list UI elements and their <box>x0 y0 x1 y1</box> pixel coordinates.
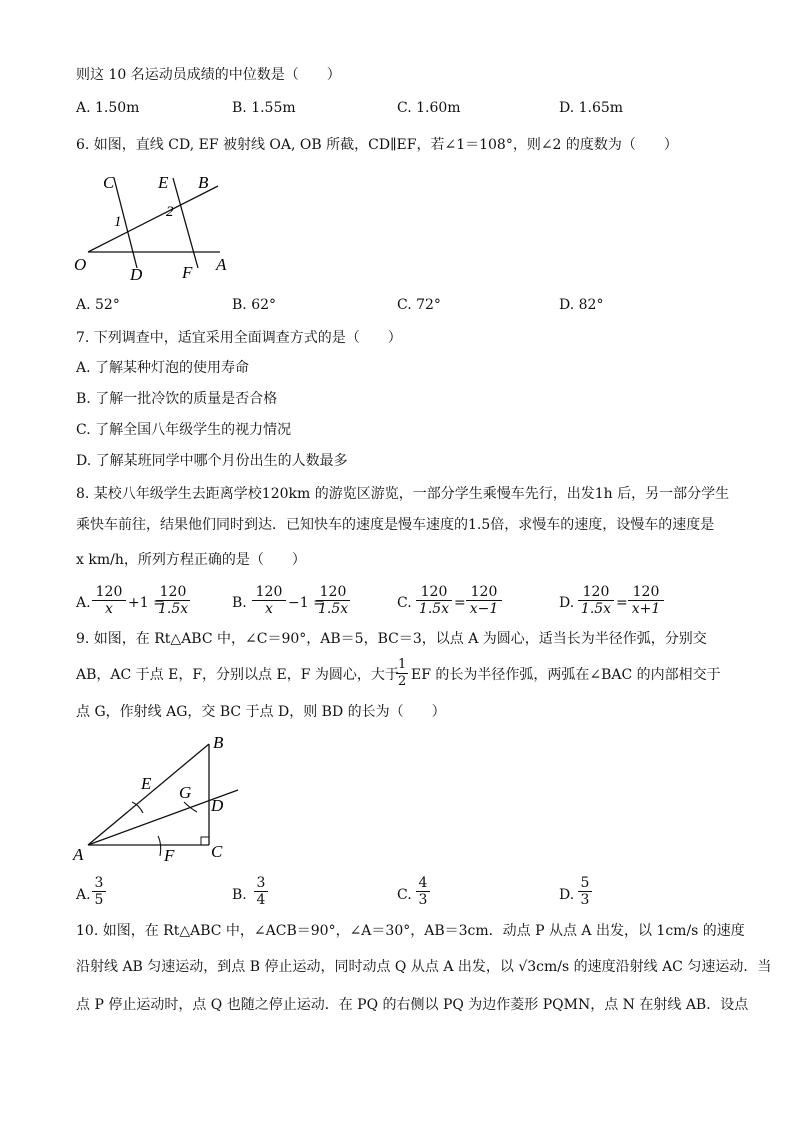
q7-stem: 7. 下列调查中，适宜采用全面调查方式的是（ ） <box>76 330 402 346</box>
q9-stem-line-1: 9. 如图，在 Rt△ABC 中，∠C＝90°，AB＝5，BC＝3，以点 A 为圆心，适当长为半径作弧，分别交 <box>76 631 707 647</box>
label-g: G <box>179 783 192 802</box>
label-c: C <box>211 842 223 861</box>
label-b: B <box>198 173 209 192</box>
q7-option-b: B. 了解一批冷饮的质量是否合格 <box>76 391 278 407</box>
q9-half-fraction: $\frac{1}{2}$ <box>398 657 407 689</box>
label-2: 2 <box>166 204 174 220</box>
ray-ob <box>88 186 218 252</box>
label-1: 1 <box>114 214 122 230</box>
q8-stem-line-1: 8. 某校八年级学生去距离学校120km 的游览区游览，一部分学生乘慢车先行，出发1h 后，另一部分学生 <box>76 486 730 502</box>
label-a: A <box>216 255 227 274</box>
q10-stem-line-3: 点 P 停止运动时，点 Q 也随之停止运动．在 PQ 的右侧以 PQ 为边作菱形 PQMN，点 N 在射线 AB．设点 <box>76 997 749 1013</box>
label-d: D <box>130 265 143 284</box>
q5-option-b: B. 1.55m <box>232 100 296 116</box>
q6-option-c: C. 72° <box>397 297 441 313</box>
label-e: E <box>158 173 169 192</box>
q8-stem-line-3: x km/h，所列方程正确的是（ ） <box>76 552 306 568</box>
q10-stem-line-2: 沿射线 AB 匀速运动，到点 B 停止运动，同时动点 Q 从点 A 出发，以 √3cm/s 的速度沿射线 AC 匀速运动．当 <box>76 959 772 975</box>
q10-stem-line-1: 10. 如图，在 Rt△ABC 中，∠ACB＝90°，∠A＝30°，AB＝3cm．动点 P 从点 A 出发，以 1cm/s 的速度 <box>76 923 745 939</box>
q5-option-c: C. 1.60m <box>397 100 461 116</box>
q5-option-a: A. 1.50m <box>76 100 140 116</box>
label-f: F <box>182 263 193 282</box>
q8-stem-line-2: 乘快车前往，结果他们同时到达．已知快车的速度是慢车速度的1.5倍，求慢车的速度，设慢车的速度是 <box>76 517 715 533</box>
arc-f <box>158 836 161 856</box>
line-ef <box>173 178 198 268</box>
q7-option-a: A. 了解某种灯泡的使用寿命 <box>76 360 250 376</box>
label-o: O <box>74 255 87 274</box>
label-f: F <box>164 846 175 865</box>
arc-g <box>184 802 197 812</box>
q6-stem: 6. 如图，直线 CD, EF 被射线 OA, OB 所截，CD∥EF，若∠1＝108°，则∠2 的度数为（ ） <box>76 137 678 153</box>
q9-stem-line-2a: AB，AC 于点 E，F，分别以点 E，F 为圆心，大于 <box>76 667 399 683</box>
q9-figure <box>70 732 250 866</box>
label-c: C <box>103 173 115 192</box>
q6-option-a: A. 52° <box>76 297 120 313</box>
q6-option-b: B. 62° <box>232 297 277 313</box>
label-e: E <box>141 774 152 793</box>
label-d: D <box>211 796 224 815</box>
q6-figure <box>70 166 240 284</box>
q9-stem-line-3: 点 G，作射线 AG，交 BC 于点 D，则 BD 的长为（ ） <box>76 704 446 720</box>
label-a: A <box>73 845 84 864</box>
q7-option-d: D. 了解某班同学中哪个月份出生的人数最多 <box>76 453 348 469</box>
right-angle-mark <box>201 837 209 845</box>
q9-stem-line-2b: EF 的长为半径作弧，两弧在∠BAC 的内部相交于 <box>411 667 721 683</box>
q5-stem: 则这 10 名运动员成绩的中位数是（ ） <box>76 67 341 83</box>
q5-option-d: D. 1.65m <box>559 100 624 116</box>
q7-option-c: C. 了解全国八年级学生的视力情况 <box>76 422 292 438</box>
q6-option-d: D. 82° <box>559 297 604 313</box>
label-b: B <box>213 733 224 752</box>
